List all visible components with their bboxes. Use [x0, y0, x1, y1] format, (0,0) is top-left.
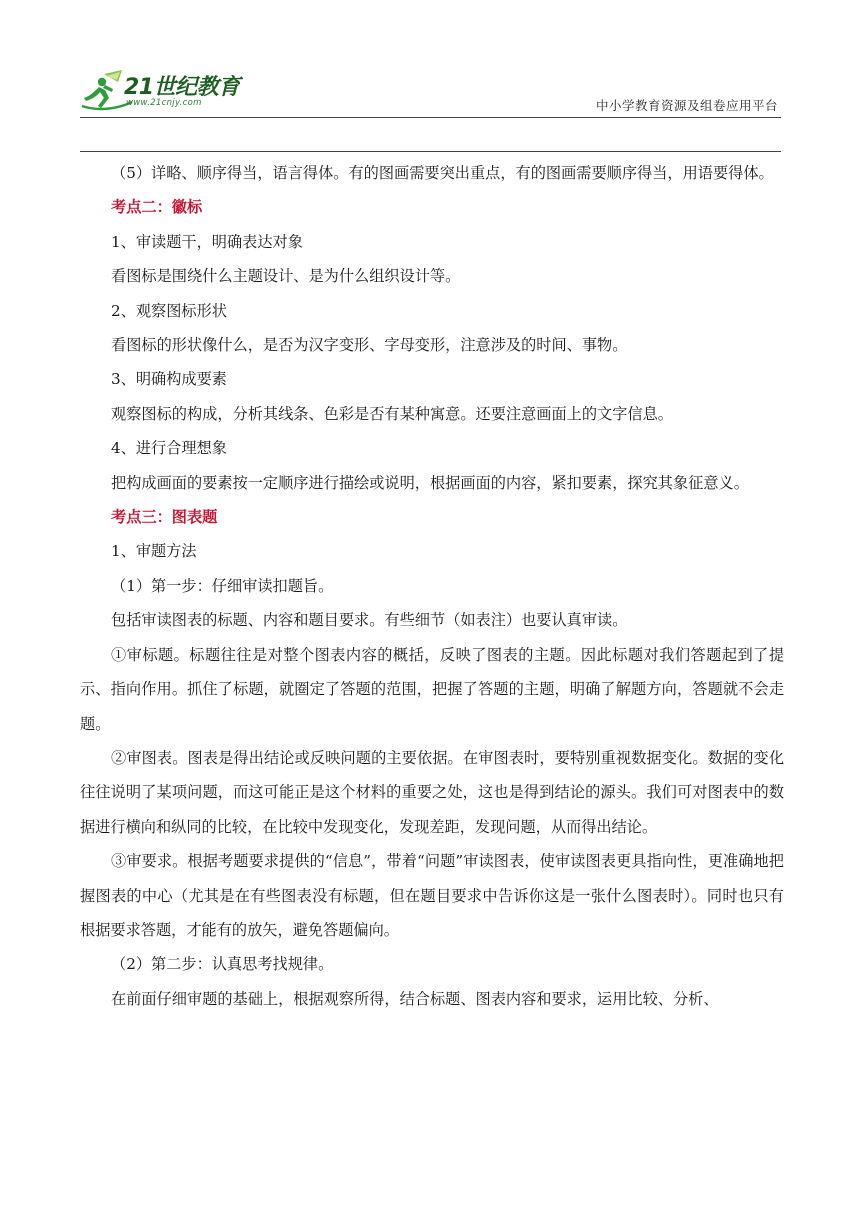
- paragraph: ②审图表。图表是得出结论或反映问题的主要依据。在审图表时，要特别重视数据变化。数据的变化往往说明了某项问题，而这可能正是这个材料的重要之处，这也是得到结论的源头。我们可对图表中的数据进行横向和纵同的比较，在比较中发现变化，发现差距，发现问题，从而得出结论。: [80, 748, 784, 836]
- paragraph: 4、进行合理想象: [111, 439, 227, 458]
- paragraph: ①审标题。标题往往是对整个图表内容的概括，反映了图表的主题。因此标题对我们答题起到了提示、指向作用。抓住了标题，就圈定了答题的范围，把握了答题的主题，明确了解题方向，答题就不会走题。: [80, 645, 784, 733]
- page-header: [80, 60, 780, 116]
- paragraph: （2）第二步：认真思考找规律。: [111, 955, 334, 974]
- document-body: [80, 156, 784, 1016]
- paragraph: （1）第一步：仔细审读扣题旨。: [111, 576, 334, 595]
- paragraph: 2、观察图标形状: [111, 301, 227, 320]
- site-name: 中小学教育资源及组卷应用平台: [595, 98, 778, 113]
- section-heading: 考点二：徽标: [111, 198, 203, 217]
- logo-title: 21世纪教育: [124, 75, 240, 100]
- logo-url: www.21cnjy.com: [126, 98, 202, 108]
- paragraph: 看图标的形状像什么，是否为汉字变形、字母变形，注意涉及的时间、事物。: [111, 336, 628, 355]
- paragraph: （5）详略、顺序得当，语言得体。有的图画需要突出重点，有的图画需要顺序得当，用语要得体。: [111, 164, 774, 182]
- paragraph: 看图标是围绕什么主题设计、是为什么组织设计等。: [111, 267, 461, 286]
- paragraph: 3、明确构成要素: [111, 370, 227, 389]
- paragraph: 包括审读图表的标题、内容和题目要求。有些细节（如表注）也要认真审读。: [111, 611, 628, 630]
- paragraph: 把构成画面的要素按一定顺序进行描绘或说明，根据画面的内容，紧扣要素，探究其象征意义。: [111, 473, 749, 492]
- paragraph: 观察图标的构成，分析其线条、色彩是否有某种寓意。还要注意画面上的文字信息。: [111, 404, 673, 423]
- paragraph: 1、审读题干，明确表达对象: [111, 232, 303, 251]
- paragraph: 在前面仔细审题的基础上，根据观察所得，结合标题、图表内容和要求，运用比较、分析、: [111, 989, 719, 1008]
- paragraph: ③审要求。根据考题要求提供的“信息”，带着“问题”审读图表，使审读图表更具指向性，更准确地把握图表的中心（尤其是在有些图表没有标题，但在题目要求中告诉你这是一张什么图表时）。同时也只有根据要求答题，才能有的放矢，避免答题偏向。: [80, 852, 784, 939]
- paragraph: 1、审题方法: [111, 542, 197, 561]
- content-divider: [80, 151, 781, 152]
- header-divider: [80, 117, 781, 118]
- site-logo: [80, 68, 250, 116]
- section-heading: 考点三：图表题: [111, 508, 218, 527]
